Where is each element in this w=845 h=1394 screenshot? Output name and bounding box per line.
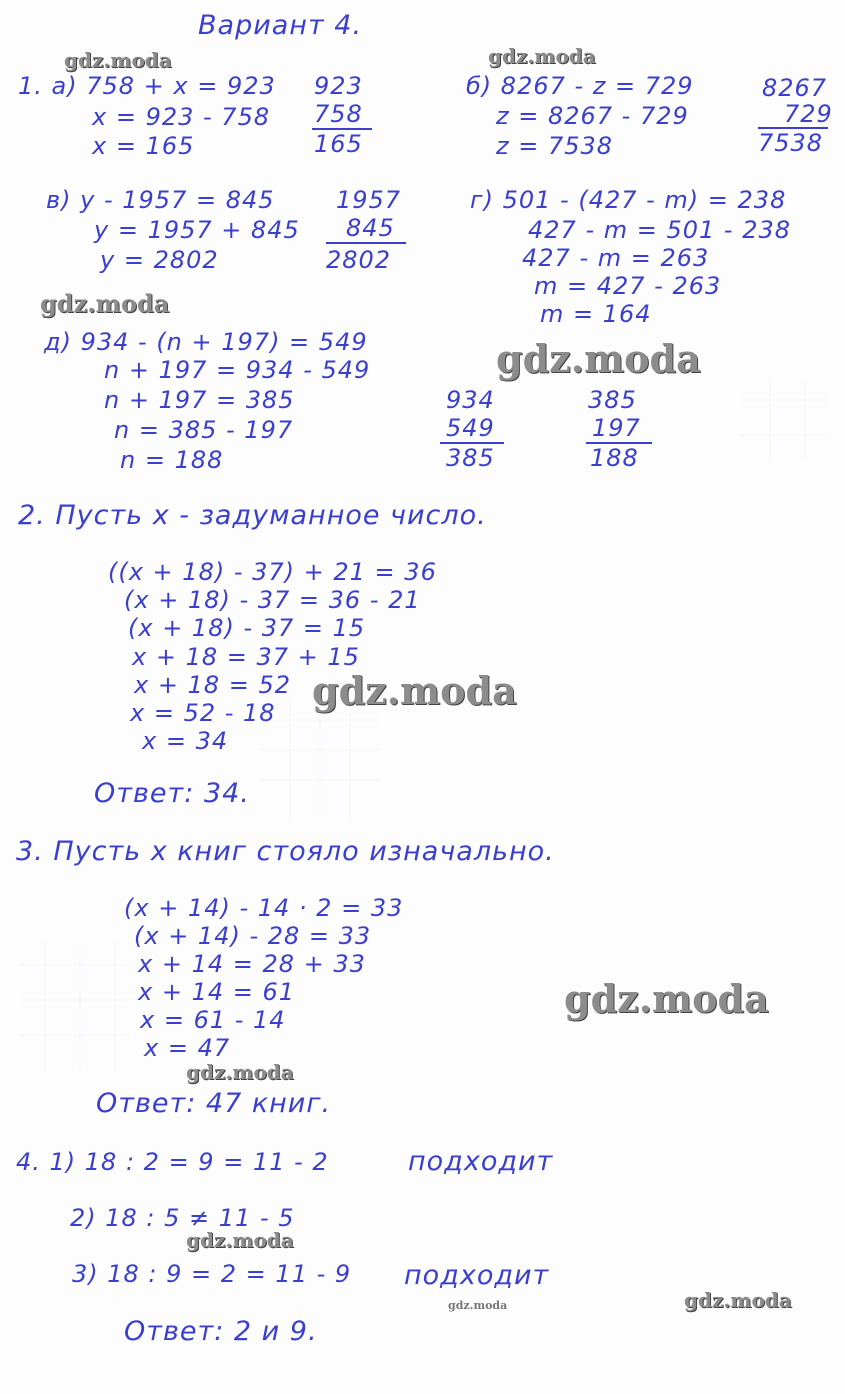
watermark: gdz.moda (564, 976, 769, 1021)
watermark: gdz.moda (448, 1299, 508, 1312)
task3-line-1: (x + 14) - 14 · 2 = 33 (124, 894, 404, 922)
grid-pattern (20, 940, 130, 1070)
watermark: gdz.moda (64, 48, 172, 72)
task2-line-3: (x + 18) - 37 = 15 (128, 614, 366, 642)
task1b-column-result: 7538 (758, 129, 824, 157)
task1a-column-result: 165 (314, 130, 363, 158)
task3-line-3: x + 14 = 28 + 33 (138, 950, 366, 978)
watermark: gdz.moda (684, 1288, 792, 1312)
task1d-line-5: n = 188 (120, 446, 224, 474)
grid-pattern (260, 700, 380, 820)
page-title: Вариант 4. (198, 10, 363, 41)
task2-answer: Ответ: 34. (94, 778, 250, 809)
task4-fits-1: подходит (408, 1146, 554, 1177)
watermark: gdz.moda (496, 336, 701, 381)
task1g-line-2: 427 - m = 501 - 238 (528, 216, 792, 244)
watermark: gdz.moda (186, 1060, 294, 1084)
task1g-line-5: m = 164 (540, 300, 652, 328)
task1v-column-top: 1957 (336, 186, 402, 214)
grid-pattern (740, 380, 830, 460)
task1v-line-3: y = 2802 (100, 246, 219, 274)
task1b-line-2: z = 8267 - 729 (496, 102, 689, 130)
task1g-line-3: 427 - m = 263 (522, 244, 710, 272)
task1v-column-mid: 845 (346, 214, 395, 242)
task4-line-2: 2) 18 : 5 ≠ 11 - 5 (70, 1204, 295, 1232)
task1b-column-top: 8267 (762, 74, 828, 102)
task3-line-4: x + 14 = 61 (138, 978, 296, 1006)
task1d-column2-mid: 197 (592, 414, 641, 442)
task1a-line-3: x = 165 (92, 132, 195, 160)
task1d-line-4: n = 385 - 197 (114, 416, 294, 444)
task1d-line-1: д) 934 - (n + 197) = 549 (44, 328, 368, 356)
task1a-line-2: x = 923 - 758 (92, 103, 271, 131)
task1g-line-4: m = 427 - 263 (534, 272, 722, 300)
task4-fits-3: подходит (404, 1260, 550, 1291)
task1d-line-2: n + 197 = 934 - 549 (104, 356, 371, 384)
task4-answer: Ответ: 2 и 9. (124, 1316, 318, 1347)
task1d-line-3: n + 197 = 385 (104, 386, 295, 414)
watermark: gdz.moda (488, 44, 596, 68)
task1v-line-1: в) y - 1957 = 845 (46, 186, 275, 214)
watermark: gdz.moda (312, 668, 517, 713)
task1b-line-3: z = 7538 (496, 132, 614, 160)
task2-line-6: x = 52 - 18 (130, 699, 276, 727)
task2-line-7: x = 34 (142, 727, 229, 755)
task1d-column1-mid: 549 (446, 414, 495, 442)
task3-intro: 3. Пусть x книг стояло изначально. (16, 836, 555, 867)
task1a-column-top: 923 (314, 72, 363, 100)
task1b-line-1: б) 8267 - z = 729 (466, 72, 694, 100)
task2-line-4: x + 18 = 37 + 15 (132, 643, 360, 671)
task1v-line-2: y = 1957 + 845 (94, 216, 300, 244)
task3-line-5: x = 61 - 14 (140, 1006, 286, 1034)
task2-line-2: (x + 18) - 37 = 36 - 21 (124, 586, 421, 614)
task1g-line-1: г) 501 - (427 - m) = 238 (470, 186, 787, 214)
watermark: gdz.moda (40, 289, 170, 318)
task3-answer: Ответ: 47 книг. (96, 1088, 332, 1119)
task1v-column-rule (326, 242, 406, 244)
task2-line-1: ((x + 18) - 37) + 21 = 36 (108, 558, 437, 586)
task1d-column1-result: 385 (446, 444, 495, 472)
task1v-column-result: 2802 (326, 246, 392, 274)
task1d-column1-top: 934 (446, 386, 495, 414)
task3-line-6: x = 47 (144, 1034, 231, 1062)
task2-line-5: x + 18 = 52 (134, 671, 292, 699)
task4-line-3: 3) 18 : 9 = 2 = 11 - 9 (72, 1260, 352, 1288)
task3-line-2: (x + 14) - 28 = 33 (134, 922, 372, 950)
watermark: gdz.moda (186, 1228, 294, 1252)
task1b-column-mid: 729 (784, 100, 833, 128)
task1a-column-mid: 758 (314, 100, 363, 128)
task1a-line-1: 1. а) 758 + x = 923 (18, 72, 276, 100)
task2-intro: 2. Пусть x - задуманное число. (18, 500, 487, 531)
task4-line-1: 4. 1) 18 : 2 = 9 = 11 - 2 (16, 1148, 329, 1176)
task1d-column2-top: 385 (588, 386, 637, 414)
task1d-column2-result: 188 (590, 444, 639, 472)
